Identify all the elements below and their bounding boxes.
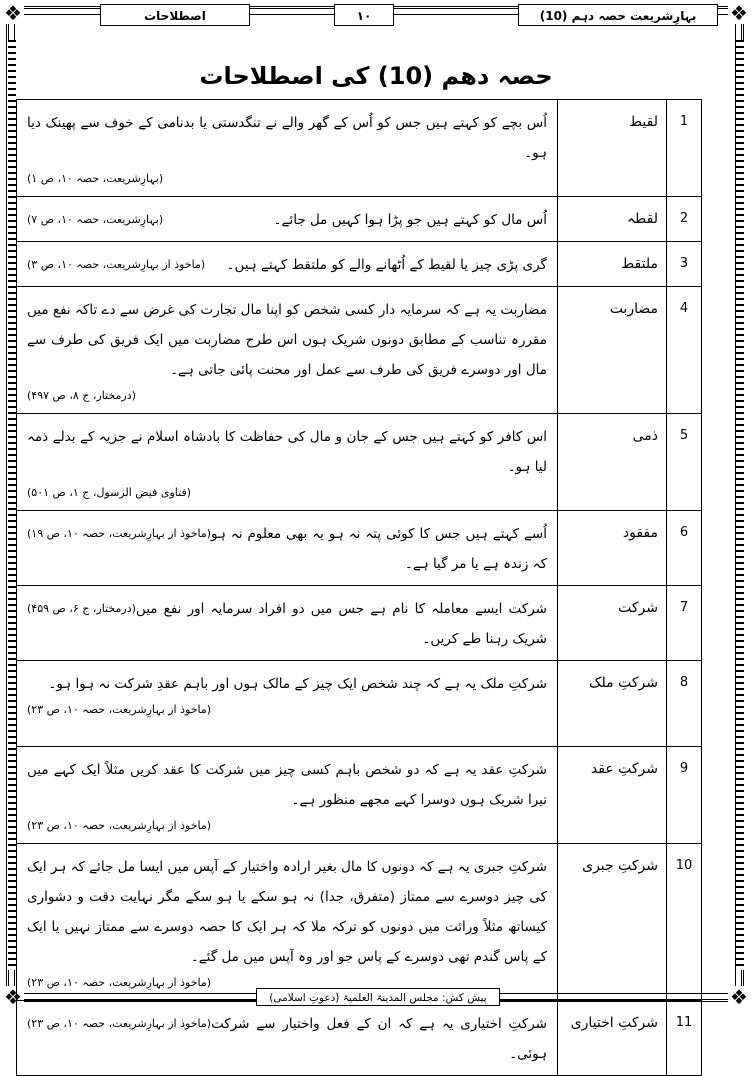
term-name: شرکتِ اختیاری xyxy=(558,1001,667,1076)
row-number: 2 xyxy=(667,197,702,242)
term-name: ملتقط xyxy=(558,242,667,287)
table-row xyxy=(17,242,702,287)
term-source: (ماخوذ از بہارِشریعت، حصہ ۱۰، ص ۲۳) xyxy=(27,976,212,989)
table-row xyxy=(17,661,702,747)
term-source: (ماخوذ از بہارِشریعت، حصہ ۱۰، ص ۱۹) xyxy=(27,527,212,540)
term-definition-cell xyxy=(17,1001,558,1076)
row-number: 8 xyxy=(667,661,702,747)
header-page-number: ۱۰ xyxy=(334,4,394,26)
table-row xyxy=(17,586,702,661)
table-row xyxy=(17,1001,702,1076)
term-definition: مضاربت یہ ہے کہ سرمایہ دار کسی شخص کو اپنا مال تجارت کی غرض سے دے تاکہ نفع میں مقررہ تناسب کے مطابق دونوں شریک ہوں اس طرح مضاربت میں ایک فریق کی طرف سے مال اور دوسرے فریق کی طرف سے عمل اور محنت پائی جاتی ہے۔ xyxy=(27,302,547,378)
row-number: 11 xyxy=(667,1001,702,1076)
term-source: (بہارِشریعت، حصہ ۱۰، ص ۱) xyxy=(27,172,164,185)
term-definition: اُسے کہتے ہیں جس کا کوئی پتہ نہ ہو یہ بھی معلوم نہ ہو کہ زندہ ہے یا مر گیا ہے۔ xyxy=(211,526,547,572)
term-definition-cell xyxy=(17,414,558,511)
corner-ornament-icon: ❖ xyxy=(728,986,750,1008)
page-title: حصہ دھم (10) کی اصطلاحات xyxy=(199,62,553,90)
term-definition-cell xyxy=(17,511,558,586)
term-source: (درمختار، ج ۶، ص ۴۵۹) xyxy=(27,602,136,615)
table-row xyxy=(17,844,702,1001)
left-border-ornament xyxy=(8,40,16,970)
table-row xyxy=(17,511,702,586)
row-number: 4 xyxy=(667,287,702,414)
term-definition-cell xyxy=(17,661,558,747)
term-definition-cell xyxy=(17,197,558,242)
term-source: (ماخوذ از بہارِشریعت، حصہ ۱۰، ص ۲۳) xyxy=(27,703,212,716)
row-number: 5 xyxy=(667,414,702,511)
footer-publisher: پیش کش: مجلس المدینۃ العلمیۃ (دعوتِ اسلامی) xyxy=(256,988,500,1006)
term-definition: شرکتِ ملک یہ ہے کہ چند شخص ایک چیز کے مالک ہوں اور باہم عقدِ شرکت نہ ہوا ہو۔ xyxy=(48,676,547,692)
row-number: 10 xyxy=(667,844,702,1001)
term-definition: اُس بچے کو کہتے ہیں جس کو اُس کے گھر والے نے تنگدستی یا بدنامی کے خوف سے پھینک دیا ہو۔ xyxy=(27,115,547,161)
header-section-title: اصطلاحات xyxy=(100,4,250,26)
header-book-title: بہارِشریعت حصہ دہم (10) xyxy=(518,4,718,26)
row-number: 6 xyxy=(667,511,702,586)
term-definition-cell xyxy=(17,747,558,844)
term-source: (بہارِشریعت، حصہ ۱۰، ص ۷) xyxy=(27,213,164,226)
term-source: (ماخوذ از بہارِشریعت، حصہ ۱۰، ص ۳) xyxy=(27,258,206,271)
term-definition-cell xyxy=(17,100,558,197)
term-name: مفقود xyxy=(558,511,667,586)
term-source: (ماخوذ از بہارِشریعت، حصہ ۱۰، ص ۲۳) xyxy=(27,819,212,832)
term-definition-cell xyxy=(17,242,558,287)
term-definition-cell xyxy=(17,287,558,414)
table-row xyxy=(17,414,702,511)
term-source: (درمختار، ج ۸، ص ۴۹۷) xyxy=(27,389,136,402)
term-definition: اُس مال کو کہتے ہیں جو پڑا ہوا کہیں مل جائے۔ xyxy=(273,212,547,228)
term-name: لقطہ xyxy=(558,197,667,242)
term-definition: اس کافر کو کہتے ہیں جس کے جان و مال کی حفاظت کا بادشاہ اسلام نے جزیہ کے بدلے ذمہ لیا ہو۔ xyxy=(27,429,547,475)
term-definition-cell xyxy=(17,844,558,1001)
term-name: شرکت xyxy=(558,586,667,661)
term-source: (ماخوذ از بہارِشریعت، حصہ ۱۰، ص ۲۳) xyxy=(27,1017,212,1030)
term-source: (فتاوی فیض الرسول، ج ۱، ص ۵۰۱) xyxy=(27,486,191,499)
term-definition: شرکت ایسے معاملہ کا نام ہے جس میں دو افراد سرمایہ اور نفع میں شریک رہنا طے کریں۔ xyxy=(135,601,547,647)
term-definition-cell xyxy=(17,586,558,661)
row-number: 1 xyxy=(667,100,702,197)
term-definition: شرکتِ اختیاری یہ ہے کہ ان کے فعل واختیار سے شرکت ہوئی۔ xyxy=(211,1016,547,1062)
term-name: شرکتِ عقد xyxy=(558,747,667,844)
term-name: لقیط xyxy=(558,100,667,197)
term-name: مضاربت xyxy=(558,287,667,414)
table-row xyxy=(17,197,702,242)
term-definition: شرکتِ عقد یہ ہے کہ دو شخص باہم کسی چیز میں شرکت کا عقد کریں مثلاً ایک کہے میں تیرا شریک ہوں دوسرا کہے مجھے منظور ہے۔ xyxy=(27,762,547,808)
table-row xyxy=(17,287,702,414)
term-name: شرکتِ جبری xyxy=(558,844,667,1001)
table-row xyxy=(17,747,702,844)
corner-ornament-icon: ❖ xyxy=(2,986,24,1008)
row-number: 3 xyxy=(667,242,702,287)
term-definition: گری پڑی چیز یا لقیط کے اُٹھانے والے کو ملتقط کہتے ہیں۔ xyxy=(226,257,547,273)
term-name: شرکتِ ملک xyxy=(558,661,667,747)
right-border-ornament xyxy=(736,40,744,970)
row-number: 9 xyxy=(667,747,702,844)
term-definition: شرکتِ جبری یہ ہے کہ دونوں کا مال بغیر ارادہ واختیار کے آپس میں ایسا مل جائے کہ ہر ایک کی چیز دوسرے سے ممتاز (متفرق، جدا) نہ ہو سکے یا ہو سکے مگر نہایت دقت و دشواری کیساتھ مثلاً وراثت میں دونوں کو ترکہ ملا کہ ہر ایک کا حصہ دوسرے سے ممتاز نہیں یا ایک کے پاس گندم تھی دوسرے کے پاس جو اور وہ آپس میں مل گئے۔ xyxy=(27,859,547,965)
table-row xyxy=(17,100,702,197)
corner-ornament-icon: ❖ xyxy=(2,2,24,24)
corner-ornament-icon: ❖ xyxy=(728,2,750,24)
term-name: ذمی xyxy=(558,414,667,511)
row-number: 7 xyxy=(667,586,702,661)
terms-table xyxy=(16,99,702,1076)
